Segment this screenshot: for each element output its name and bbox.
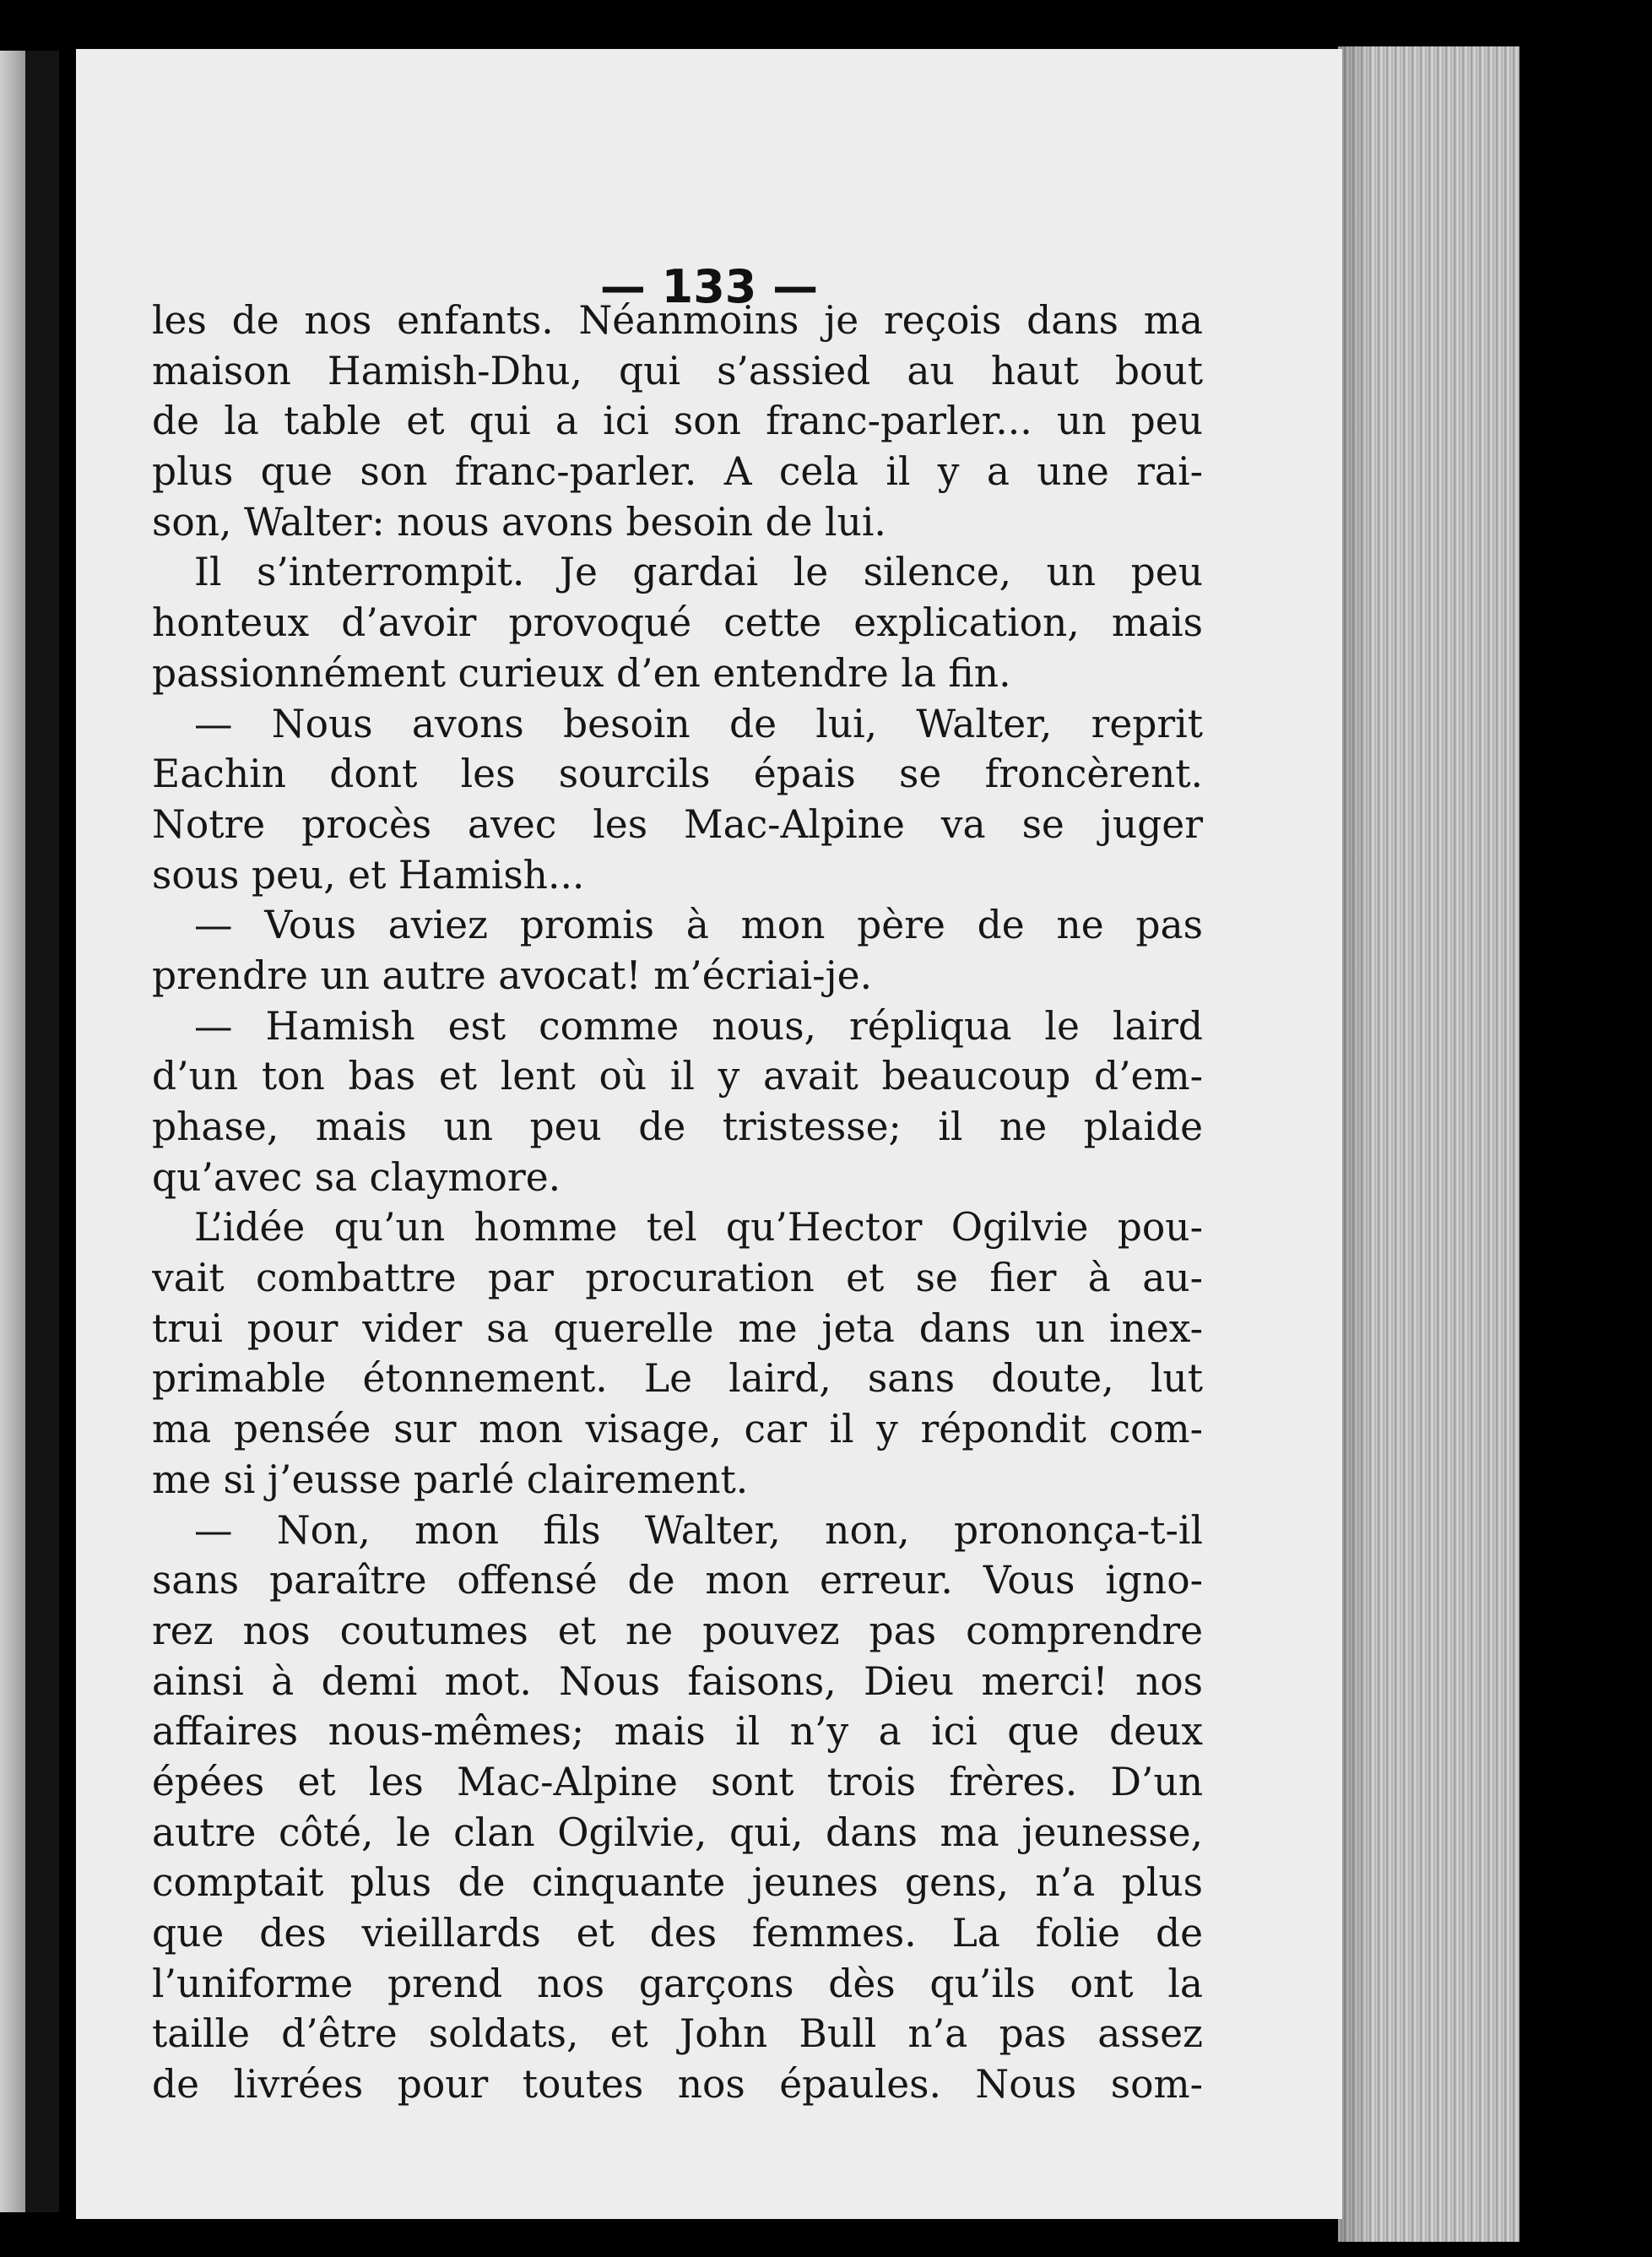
- text-line: trui pour vider sa querelle me jeta dans un inex-: [152, 1305, 1203, 1351]
- text-line: sous peu, et Hamish...: [152, 852, 585, 898]
- text-line: — Nous avons besoin de lui, Walter, reprit: [194, 701, 1203, 746]
- text-line: Il s’interrompit. Je gardai le silence, un peu: [194, 550, 1203, 595]
- book-spine: [25, 51, 59, 2212]
- text-line: me si j’eusse parlé clairement.: [152, 1457, 749, 1502]
- text-line: ma pensée sur mon visage, car il y répondit com-: [152, 1407, 1203, 1452]
- text-line: passionnément curieux d’en entendre la fin.: [152, 650, 1011, 696]
- text-line: vait combattre par procuration et se fier à au-: [152, 1256, 1203, 1301]
- text-line: d’un ton bas et lent où il y avait beaucoup d’em-: [152, 1054, 1203, 1099]
- text-line: — Vous aviez promis à mon père de ne pas: [194, 903, 1203, 948]
- text-line: comptait plus de cinquante jeunes gens, n’a plus: [152, 1860, 1203, 1906]
- text-line: son, Walter: nous avons besoin de lui.: [152, 499, 886, 545]
- page-edges-shadow: [1338, 46, 1372, 2242]
- text-line: phase, mais un peu de tristesse; il ne plaide: [152, 1104, 1203, 1149]
- text-line: — Non, mon fils Walter, non, prononça-t-il: [194, 1507, 1203, 1553]
- text-line: les de nos enfants. Néanmoins je reçois dans ma: [152, 298, 1203, 343]
- text-line: primable étonnement. Le laird, sans doute, lut: [152, 1356, 1203, 1402]
- text-line: sans paraître offensé de mon erreur. Vous igno-: [152, 1558, 1203, 1603]
- text-line: honteux d’avoir provoqué cette explication, mais: [152, 600, 1203, 646]
- text-line: taille d’être soldats, et John Bull n’a pas assez: [152, 2011, 1203, 2057]
- text-line: L’idée qu’un homme tel qu’Hector Ogilvie pou-: [194, 1205, 1203, 1251]
- page-number: — 133 —: [599, 260, 819, 313]
- text-line: que des vieillards et des femmes. La folie de: [152, 1911, 1203, 1956]
- text-line: maison Hamish-Dhu, qui s’assied au haut bout: [152, 348, 1203, 393]
- text-line: Notre procès avec les Mac-Alpine va se juger: [152, 801, 1203, 847]
- page-text: [152, 296, 1203, 2110]
- text-line: — Hamish est comme nous, répliqua le laird: [194, 1003, 1203, 1049]
- text-line: l’uniforme prend nos garçons dès qu’ils ont la: [152, 1961, 1203, 2006]
- text-line: Eachin dont les sourcils épais se froncèrent.: [152, 751, 1203, 797]
- text-line: rez nos coutumes et ne pouvez pas comprendre: [152, 1608, 1203, 1653]
- text-line: de la table et qui a ici son franc-parler... un peu: [152, 399, 1203, 444]
- text-line: plus que son franc-parler. A cela il y a une rai-: [152, 449, 1203, 495]
- left-page-edge: [0, 51, 25, 2212]
- text-line: ainsi à demi mot. Nous faisons, Dieu merci! nos: [152, 1658, 1203, 1704]
- text-line: épées et les Mac-Alpine sont trois frères. D’un: [152, 1759, 1203, 1804]
- text-line: de livrées pour toutes nos épaules. Nous som-: [152, 2062, 1203, 2108]
- text-line: autre côté, le clan Ogilvie, qui, dans ma jeunesse,: [152, 1809, 1203, 1855]
- text-line: qu’avec sa claymore.: [152, 1154, 561, 1200]
- text-line: prendre un autre avocat! m’écriai-je.: [152, 952, 873, 998]
- text-line: affaires nous-mêmes; mais il n’y a ici que deux: [152, 1709, 1203, 1755]
